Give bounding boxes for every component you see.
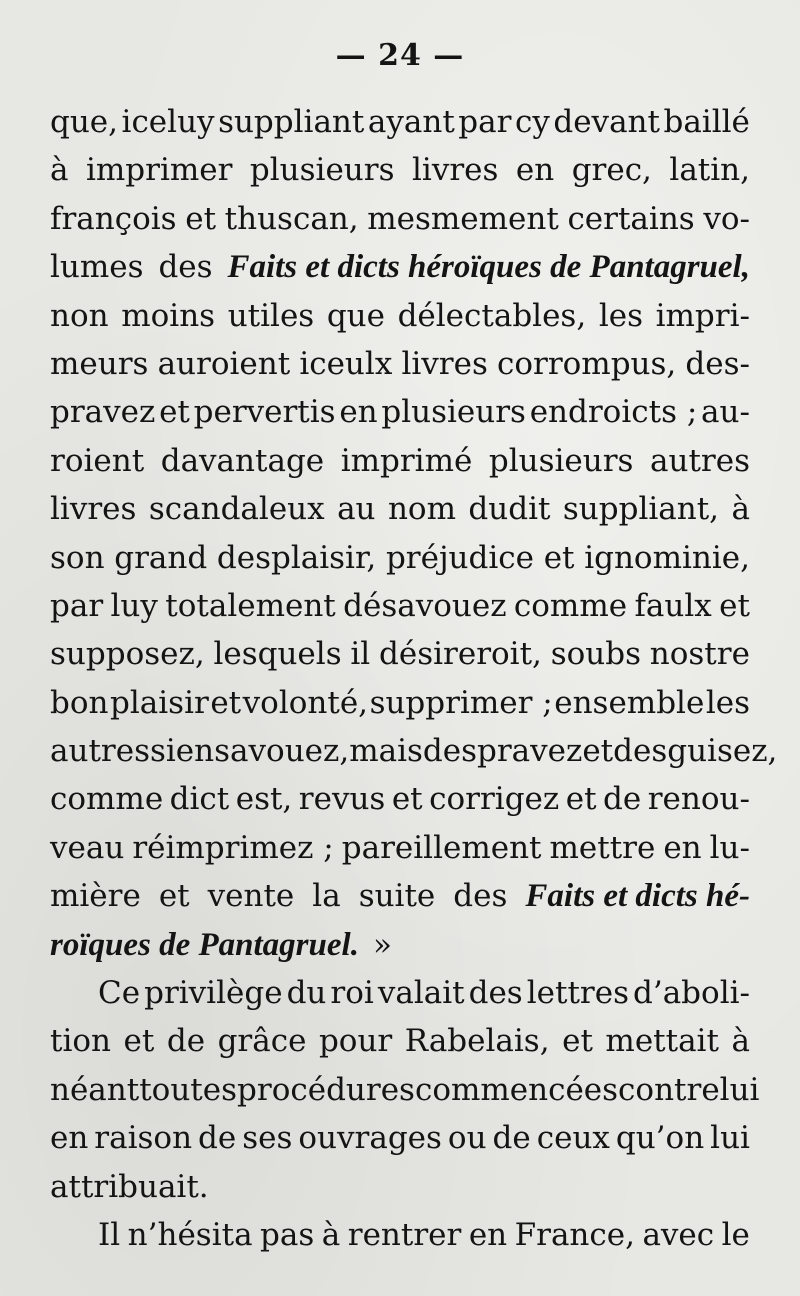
word: et (185, 200, 217, 237)
word: non (50, 297, 109, 334)
word: en (515, 152, 555, 189)
word: que (326, 297, 385, 334)
word: faulx (634, 587, 712, 624)
word: supposez, (50, 636, 205, 673)
word: lui (719, 1071, 760, 1108)
word: iceluy (121, 104, 215, 140)
text-line (50, 969, 750, 1017)
body-text (50, 98, 778, 1259)
word: tion (50, 1023, 112, 1060)
word: désavouez (343, 587, 507, 624)
word: est, (235, 781, 293, 818)
word: moins (121, 297, 216, 334)
word: avec (642, 1216, 715, 1253)
text-line (50, 243, 750, 291)
word: grâce (217, 1023, 307, 1060)
text-line (50, 195, 750, 243)
word: revus (298, 781, 386, 818)
word: par (50, 587, 104, 624)
word: françois (50, 200, 177, 237)
word: utiles (227, 297, 315, 334)
word: attribuait. (50, 1168, 209, 1205)
word: France, (514, 1216, 635, 1253)
word: son (50, 539, 105, 576)
word: des- (685, 345, 750, 382)
word: roient (50, 442, 145, 479)
word: plusieurs (488, 442, 634, 479)
text-line (50, 824, 750, 872)
word: au- (701, 394, 750, 431)
word: Il (98, 1216, 121, 1253)
word: valait (377, 975, 465, 1012)
word: despravez (422, 733, 583, 770)
page-number: — 24 — (335, 38, 465, 73)
word: qu’on (615, 1120, 705, 1157)
word: devant (553, 104, 660, 140)
word: mettre (549, 829, 656, 866)
word: les (598, 297, 643, 334)
word: raison (94, 1120, 193, 1157)
text-line (50, 582, 750, 630)
word: lu- (709, 829, 750, 866)
word: autres (650, 442, 750, 479)
word: Rabelais, (404, 1023, 550, 1060)
word: nom (387, 491, 456, 528)
word: luy (110, 587, 158, 624)
word: vente (207, 878, 295, 915)
word: pareillement (341, 829, 542, 866)
word: désireroit, (379, 636, 542, 673)
word: veau (50, 829, 125, 866)
word: endroicts ; (529, 394, 698, 431)
word: mière (50, 878, 141, 915)
word: ou (447, 1120, 487, 1157)
word: en (663, 829, 702, 866)
word: procédures (237, 1071, 415, 1108)
word: néant (50, 1071, 140, 1108)
word: de (166, 1023, 206, 1060)
word: et (562, 1023, 593, 1060)
text-line (50, 775, 750, 823)
text-line (50, 98, 750, 146)
word: autres (50, 733, 150, 770)
word: pravez (50, 394, 156, 431)
word: que, (50, 104, 119, 140)
text-line (50, 1114, 750, 1162)
word: ouvrages (298, 1120, 442, 1157)
word: n’hésita (127, 1216, 253, 1253)
word: pas (260, 1216, 315, 1253)
word: et (719, 587, 750, 624)
word: livres (411, 152, 499, 189)
italic-title-text: Faits et dicts héroïques de Pantagruel, (227, 249, 750, 286)
word: toutes (139, 1071, 238, 1108)
word: thuscan, (224, 200, 359, 237)
word: lumes (50, 249, 144, 286)
word: ayant (367, 104, 455, 140)
text-line (50, 1066, 760, 1114)
word: le (721, 1216, 750, 1253)
text-line (50, 340, 750, 388)
word: latin, (669, 152, 750, 189)
word: et (391, 781, 423, 818)
text-line (50, 146, 750, 194)
word: totalement (165, 587, 336, 624)
word: à (731, 1023, 750, 1060)
word: de (492, 1120, 531, 1157)
word: plusieurs (249, 152, 395, 189)
word: commencées (414, 1071, 619, 1108)
word: lesquels (213, 636, 342, 673)
word: certains (567, 200, 695, 237)
word: imprimer (85, 152, 233, 189)
word: davantage (160, 442, 325, 479)
text-line (50, 727, 778, 775)
text-line (50, 388, 750, 436)
word: à (731, 491, 750, 528)
word: bon (50, 684, 109, 721)
word: privilège (144, 975, 283, 1012)
word: contre (618, 1071, 720, 1108)
word: dudit (468, 491, 551, 528)
text-line (50, 872, 750, 920)
word: au (337, 491, 376, 528)
word: lettres (526, 975, 629, 1012)
word: ignominie, (584, 539, 750, 576)
word: renou- (647, 781, 750, 818)
word: livres (401, 345, 488, 382)
word: ses (242, 1120, 293, 1157)
word: en (339, 394, 378, 431)
word: suppliant (218, 104, 365, 140)
word: pervertis (193, 394, 336, 431)
word: vo- (703, 200, 750, 237)
word: et (565, 781, 597, 818)
word: dict (169, 781, 230, 818)
word: et (582, 733, 614, 770)
word: avouez, (230, 733, 350, 770)
word: la (312, 878, 341, 915)
word: rentrer (347, 1216, 462, 1253)
word: et (158, 878, 190, 915)
word: grand (114, 539, 208, 576)
word: les (705, 684, 750, 721)
word: livres (50, 491, 137, 528)
word: d’aboli- (633, 975, 750, 1012)
word: préjudice (385, 539, 534, 576)
text-line (50, 534, 750, 582)
word: en (50, 1120, 89, 1157)
word: plusieurs (381, 394, 526, 431)
word: corrompus, (496, 345, 677, 382)
word: cy (514, 104, 550, 140)
word: volonté, (242, 684, 369, 721)
word: pour (318, 1023, 393, 1060)
word: siens (149, 733, 231, 770)
word: de (603, 781, 642, 818)
word: plaisir (110, 684, 209, 721)
word: corrigez (429, 781, 560, 818)
word: du (286, 975, 327, 1012)
word: des (453, 878, 508, 915)
word: comme (50, 781, 164, 818)
word: et (210, 684, 242, 721)
word: lui (710, 1120, 750, 1157)
italic-title-text: roïques de Pantagruel. (50, 926, 359, 963)
word: ensemble (554, 684, 705, 721)
word: comme (513, 587, 628, 624)
word: réimprimez ; (132, 829, 334, 866)
word: auroient (157, 345, 291, 382)
word: supprimer ; (369, 684, 553, 721)
word: iceulx (299, 345, 393, 382)
word: de (198, 1120, 237, 1157)
word: desplaisir, (216, 539, 377, 576)
word: il (350, 636, 371, 673)
word: des (468, 975, 523, 1012)
word: des (158, 249, 213, 286)
text-line (50, 437, 750, 485)
word: meurs (50, 345, 149, 382)
word: mettait (605, 1023, 719, 1060)
word: et (543, 539, 575, 576)
word: à (321, 1216, 341, 1253)
word: délectables, (397, 297, 587, 334)
text-line (50, 921, 750, 969)
word: soubs (550, 636, 641, 673)
italic-title-text: Faits et dicts hé- (525, 878, 750, 915)
word: et (123, 1023, 155, 1060)
word: ceux (536, 1120, 610, 1157)
text-line (50, 292, 750, 340)
word: mesmement (367, 200, 559, 237)
text-line (50, 1017, 750, 1065)
word: nostre (649, 636, 750, 673)
word: suppliant, (562, 491, 720, 528)
text-line (50, 1163, 750, 1211)
word: à (50, 152, 69, 189)
word: scandaleux (148, 491, 325, 528)
word: impri- (655, 297, 750, 334)
text-line (50, 1211, 750, 1259)
word: baillé (663, 104, 750, 140)
word: suite (358, 878, 436, 915)
word: mais (349, 733, 423, 770)
word: desguisez, (613, 733, 778, 770)
word: grec, (571, 152, 652, 189)
text-line (50, 679, 750, 727)
text-line (50, 630, 750, 678)
word: par (458, 104, 512, 140)
word: en (468, 1216, 508, 1253)
word: Ce (98, 975, 141, 1012)
word: imprimé (340, 442, 473, 479)
text-line (50, 485, 750, 533)
word: roi (330, 975, 374, 1012)
word: et (159, 394, 190, 431)
word: » (372, 926, 392, 963)
